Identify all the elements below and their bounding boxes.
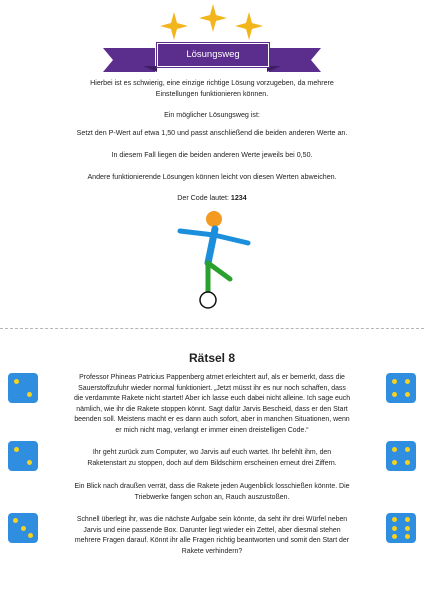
title-banner [103,40,321,74]
banner-title: Lösungsweg [157,43,269,67]
die-pip [27,392,32,397]
star-icon [235,12,263,40]
die-right-2 [386,441,416,471]
die-pip [14,447,19,452]
die-pip [392,460,397,465]
die-pip [405,447,410,452]
step-3-text: Andere funktionierende Lösungen können leicht von diesen Werten abweichen. [87,173,337,181]
die-pip [405,379,410,384]
code-value: 1234 [230,194,247,202]
die-left-3 [8,513,38,543]
puzzle-title: Rätsel 8 [188,351,236,365]
code-label: Der Code lautet: [177,194,229,202]
die-pip [392,447,397,452]
code-line [0,193,424,204]
die-pip [21,526,26,531]
star-icon [160,12,188,40]
die-pip [14,379,19,384]
die-pip [405,526,410,531]
story-paragraph-4: Schnell überlegt ihr, was die nächste Aufgabe sein könnte, da seht ihr drei Würfel neben Jarvis und eine passende Box. Darunter liegt wieder ein Zettel, aber diesmal stehen mehrere Fragen darauf. Könnt ihr alle Fragen richtig beantworten und somit den Start der Rakete verhindern? [74,516,350,555]
die-pip [392,517,397,522]
possible-path-text: Ein möglicher Lösungsweg ist: [164,111,260,119]
story-paragraph-1: Professor Phineas Patricius Pappenberg atmet erleichtert auf, als er bemerkt, dass die Sauerstoffzufuhr wieder normal funktioniert. „Jetzt müsst ihr es nur noch schaffen, dass die verdammte Rakete nicht startet! Aber ich lasse euch dabei nicht alleine. Ich sage euch nämlich, wie ihr die Rakete stoppen könnt. Sagt dafür Jarvis Bescheid, dass er den Start beenden soll. Meistens macht er es dann auch sofort, aber in manchen Situationen, wenn er mich nicht mag, verlangt er immer einen dreistelligen Code.“ [73,374,351,434]
stick-figure-illustration [170,205,260,315]
die-pip [27,460,32,465]
die-right-1 [386,373,416,403]
die-pip [405,460,410,465]
die-pip [405,392,410,397]
die-left-1 [8,373,38,403]
die-pip [405,517,410,522]
die-pip [392,379,397,384]
story-paragraph-3: Ein Blick nach draußen verrät, dass die Rakete jeden Augenblick losschießen könnte. Die Triebwerke fangen schon an, Rauch auszustoßen. [74,483,350,501]
die-pip [392,534,397,539]
die-pip [392,526,397,531]
die-left-2 [8,441,38,471]
die-pip [405,534,410,539]
step-2-text: In diesem Fall liegen die beiden anderen Werte jeweils bei 0,50. [111,151,313,159]
die-right-3 [386,513,416,543]
intro-text: Hierbei ist es schwierig, eine einzige richtige Lösung vorzugeben, da mehrere Einstellungen funktionieren können. [90,79,334,98]
star-icon [199,4,227,32]
section-divider [0,328,424,329]
die-pip [392,392,397,397]
die-pip [13,518,18,523]
die-pip [28,533,33,538]
step-1-text: Setzt den P-Wert auf etwa 1,50 und passt anschließend die beiden anderen Werte an. [76,129,348,137]
story-paragraph-2: Ihr geht zurück zum Computer, wo Jarvis auf euch wartet. Ihr befehlt ihm, den Raketenstart zu stoppen, doch auf dem Bildschirm erscheinen erneut drei Ziffern. [87,449,337,467]
